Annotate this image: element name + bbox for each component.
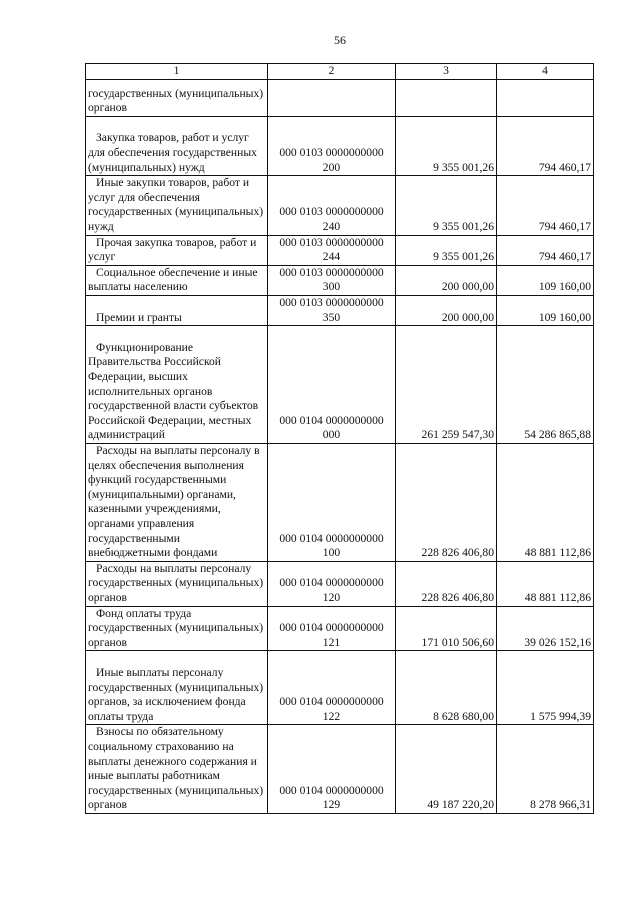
budget-table — [85, 63, 594, 814]
row-name-text: Иные закупки товаров, работ и услуг для обеспечения государственных (муниципальных) нужд — [88, 176, 264, 233]
row-value-col3: 9 355 001,26 — [396, 116, 497, 175]
row-name-text: государственных (муниципальных) органов — [88, 86, 264, 115]
table-row — [86, 265, 594, 295]
row-name-text: Премии и гранты — [96, 310, 182, 324]
column-header: 3 — [396, 64, 497, 80]
row-value-col4: 794 460,17 — [497, 235, 594, 265]
row-name — [86, 265, 268, 295]
row-name-text: Прочая закупка товаров, работ и услуг — [88, 235, 257, 264]
row-code: 000 0104 0000000000 122 — [268, 651, 396, 725]
row-name — [86, 725, 268, 814]
row-code: 000 0104 0000000000 121 — [268, 606, 396, 651]
table-row — [86, 606, 594, 651]
table-header-row — [86, 64, 594, 80]
row-code: 000 0103 0000000000 350 — [268, 295, 396, 325]
row-name — [86, 79, 268, 116]
row-value-col3: 200 000,00 — [396, 295, 497, 325]
row-name-text: Иные выплаты персоналу государственных (муниципальных) органов, за исключением фонда оплаты труда — [88, 665, 264, 723]
row-name-text: Закупка товаров, работ и услуг для обеспечения государственных (муниципальных) нужд — [88, 131, 257, 174]
table-row — [86, 79, 594, 116]
row-name — [86, 651, 268, 725]
row-value-col3: 49 187 220,20 — [396, 725, 497, 814]
column-header: 2 — [268, 64, 396, 80]
row-value-col3: 228 826 406,80 — [396, 443, 497, 561]
row-code: 000 0104 0000000000 000 — [268, 326, 396, 444]
row-name-text: Расходы на выплаты персоналу в целях обеспечения выполнения функций государственными (муниципальными) органами, казенными учреждениями, органами управления государственными внебюджетными фондами — [88, 443, 260, 560]
row-name — [86, 606, 268, 651]
table-row — [86, 176, 594, 235]
row-value-col4: 1 575 994,39 — [497, 651, 594, 725]
row-name-text: Функционирование Правительства Российской Федерации, высших исполнительных органов государственной власти субъектов Российской Федерации, местных администраций — [88, 340, 259, 442]
column-header: 1 — [86, 64, 268, 80]
row-value-col4 — [497, 79, 594, 116]
table-row — [86, 235, 594, 265]
row-value-col3: 261 259 547,30 — [396, 326, 497, 444]
row-code: 000 0104 0000000000 129 — [268, 725, 396, 814]
row-value-col4: 109 160,00 — [497, 295, 594, 325]
row-value-col3: 8 628 680,00 — [396, 651, 497, 725]
table-row — [86, 725, 594, 814]
row-name — [86, 561, 268, 606]
row-value-col4: 8 278 966,31 — [497, 725, 594, 814]
row-name — [86, 443, 268, 561]
row-value-col3: 9 355 001,26 — [396, 176, 497, 235]
row-code: 000 0103 0000000000 244 — [268, 235, 396, 265]
row-code: 000 0103 0000000000 200 — [268, 116, 396, 175]
row-name — [86, 326, 268, 444]
table-row — [86, 651, 594, 725]
row-code: 000 0104 0000000000 100 — [268, 443, 396, 561]
row-value-col4: 48 881 112,86 — [497, 561, 594, 606]
row-code: 000 0104 0000000000 120 — [268, 561, 396, 606]
table-row — [86, 295, 594, 325]
row-value-col4: 794 460,17 — [497, 176, 594, 235]
row-code: 000 0103 0000000000 240 — [268, 176, 396, 235]
row-name — [86, 116, 268, 175]
row-value-col4: 39 026 152,16 — [497, 606, 594, 651]
column-header: 4 — [497, 64, 594, 80]
row-name-text: Взносы по обязательному социальному страхованию на выплаты денежного содержания и иные выплаты работникам государственных (муниципальных) органов — [88, 725, 264, 812]
table-row — [86, 116, 594, 175]
row-value-col3: 228 826 406,80 — [396, 561, 497, 606]
table-row — [86, 326, 594, 444]
row-name — [86, 235, 268, 265]
row-code — [268, 79, 396, 116]
table-row — [86, 561, 594, 606]
row-name — [86, 176, 268, 235]
row-name — [86, 295, 268, 325]
table-row — [86, 443, 594, 561]
row-name-text: Расходы на выплаты персоналу государственных (муниципальных) органов — [88, 561, 264, 604]
page-number: 56 — [334, 33, 346, 47]
row-value-col4: 48 881 112,86 — [497, 443, 594, 561]
row-value-col3: 200 000,00 — [396, 265, 497, 295]
row-value-col4: 109 160,00 — [497, 265, 594, 295]
row-name-text: Фонд оплаты труда государственных (муниципальных) органов — [88, 606, 264, 649]
row-code: 000 0103 0000000000 300 — [268, 265, 396, 295]
row-name-text: Социальное обеспечение и иные выплаты населению — [88, 265, 258, 294]
row-value-col4: 794 460,17 — [497, 116, 594, 175]
row-value-col3 — [396, 79, 497, 116]
row-value-col3: 171 010 506,60 — [396, 606, 497, 651]
row-value-col4: 54 286 865,88 — [497, 326, 594, 444]
table-body — [86, 79, 594, 813]
row-value-col3: 9 355 001,26 — [396, 235, 497, 265]
